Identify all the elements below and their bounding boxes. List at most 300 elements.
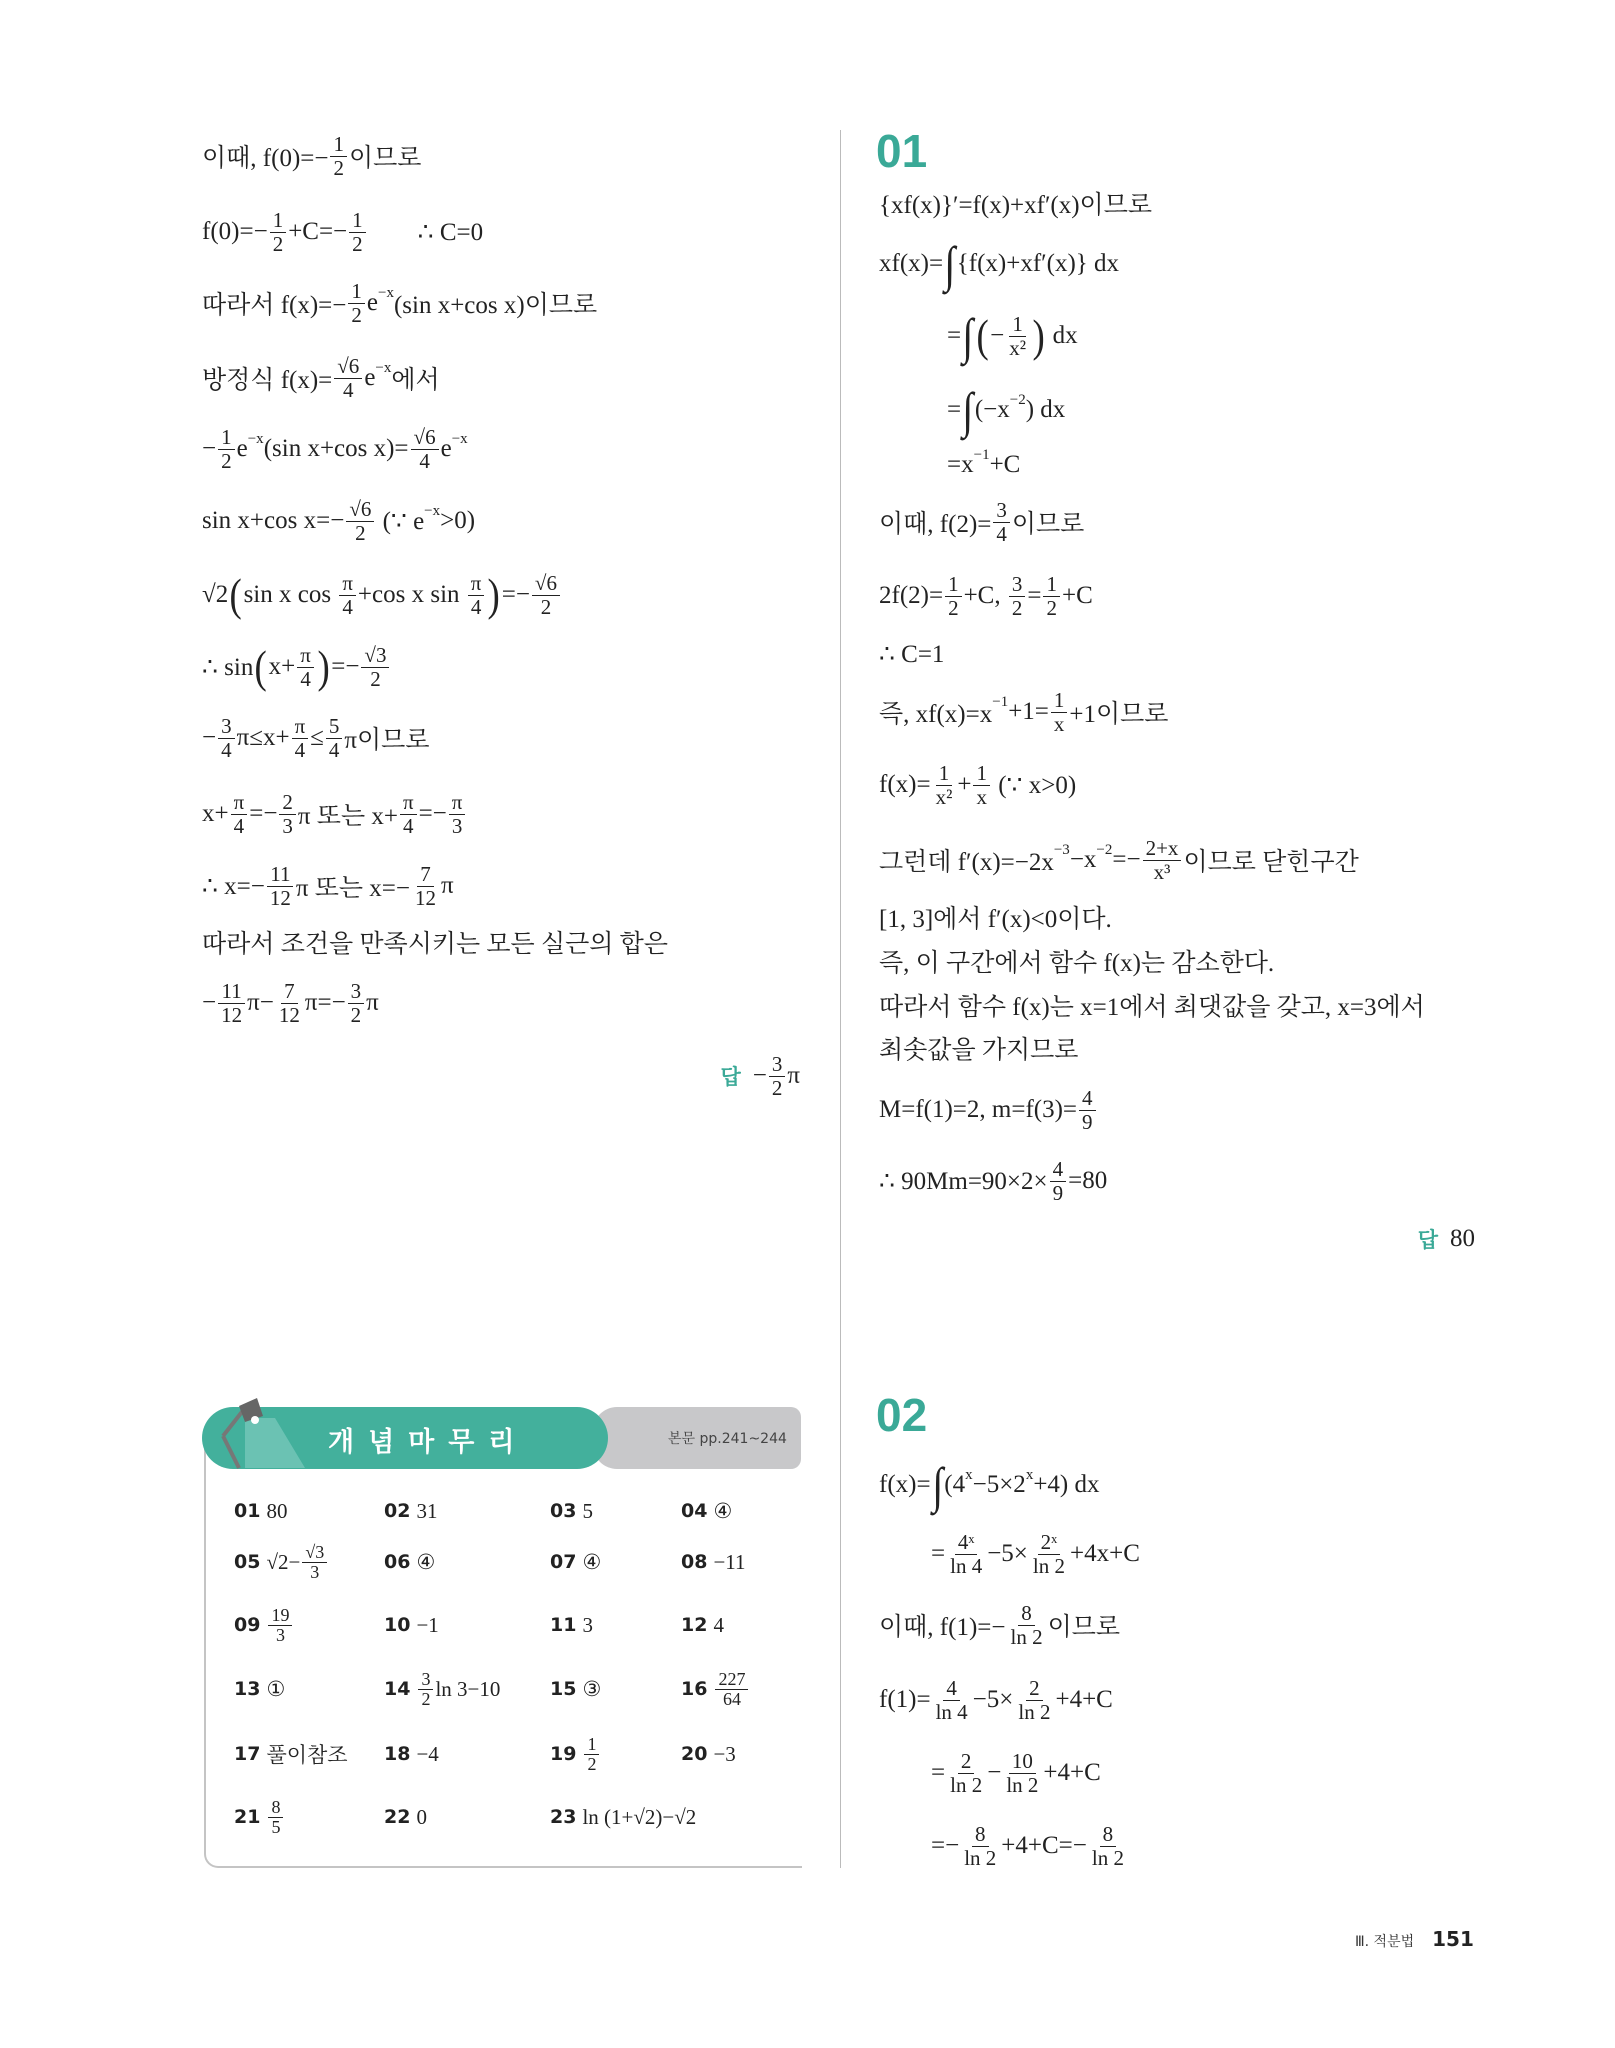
denominator: 4: [470, 594, 482, 619]
math-text: −11: [713, 1549, 746, 1574]
math-text: 4: [713, 1612, 724, 1637]
math-text: ∴ C=1: [879, 641, 945, 668]
math-text: ①: [266, 1676, 286, 1701]
numerator: 8: [268, 1798, 283, 1818]
answer-value: [266, 1499, 287, 1524]
answer-value: [416, 1742, 438, 1767]
numerator: 3: [218, 715, 235, 738]
numerator: 1: [348, 280, 365, 303]
answer-value: [582, 1550, 601, 1575]
superscript: −3: [1053, 841, 1070, 858]
denominator: 2: [1011, 595, 1023, 620]
math-text: −: [752, 1062, 767, 1089]
denominator: x³: [1153, 859, 1171, 884]
fraction: [1015, 1677, 1053, 1722]
denominator: ln 2: [1010, 1624, 1043, 1649]
math-text: =80: [1068, 1167, 1108, 1194]
problem-number: 02: [876, 1389, 928, 1441]
denominator: 4: [343, 377, 354, 402]
answer-value: [582, 1677, 601, 1702]
numerator: 1: [973, 762, 990, 785]
math-text: 최솟값을 가지므로: [879, 1037, 1079, 1064]
fraction: [769, 1053, 786, 1098]
math-text: π 또는 x+: [297, 803, 398, 830]
math-text: ∴ C=0: [367, 219, 484, 246]
denominator: 2: [370, 666, 381, 691]
answer-value: [713, 1742, 735, 1767]
superscript: x: [1025, 1466, 1034, 1483]
math-text: 이때, f(2)=: [879, 511, 992, 538]
answer-number: 11: [550, 1614, 577, 1636]
numerator: 1: [584, 1735, 599, 1755]
denominator: 2: [351, 302, 362, 327]
math-text: f(1)=: [879, 1686, 931, 1713]
math-line: [879, 1455, 1100, 1515]
math-text: +4+C: [1043, 1759, 1101, 1786]
math-text: =−: [931, 1832, 960, 1859]
denominator: x²: [1009, 335, 1027, 360]
answer-item: [384, 1724, 439, 1784]
superscript: −1: [973, 446, 990, 463]
numerator: 2: [279, 791, 296, 814]
fraction: [961, 1823, 999, 1868]
denominator: ln 2: [1018, 1699, 1051, 1724]
denominator: ln 4: [950, 1553, 983, 1578]
math-text: ∴ sin: [202, 654, 254, 681]
answer-item: [550, 1532, 601, 1592]
denominator: 12: [269, 885, 291, 910]
math-line: [947, 306, 1078, 366]
superscript: x: [965, 1466, 973, 1483]
denominator: ln 2: [1091, 1845, 1124, 1870]
denominator: 4: [328, 737, 340, 762]
answer-number: 09: [234, 1614, 261, 1636]
math-text: −5×: [987, 1540, 1028, 1567]
math-line: [202, 856, 454, 916]
math-line: [931, 1816, 1129, 1876]
math-text: 즉, xf(x)=x: [879, 701, 993, 728]
math-text: ④: [582, 1549, 602, 1574]
answer-number: 02: [384, 1500, 411, 1522]
math-text: f(0)=−: [202, 218, 268, 245]
math-text: +4x+C: [1070, 1540, 1140, 1567]
answer-number: 05: [234, 1551, 261, 1573]
fraction: [267, 863, 294, 908]
denominator: x: [976, 784, 987, 809]
answer-number: 17: [234, 1743, 261, 1765]
math-text: 방정식 f(x)=: [202, 367, 333, 394]
math-text: 3: [582, 1612, 593, 1637]
math-line: [879, 682, 1168, 742]
math-text: 즉, 이 구간에서 함수 f(x)는 감소한다.: [879, 950, 1275, 977]
math-text: 2f(2)=: [879, 582, 944, 609]
large-parenthesis: ): [487, 569, 501, 620]
math-text: =−: [249, 800, 278, 827]
answer-item: [234, 1787, 285, 1847]
numerator: 2ˣ: [1038, 1531, 1061, 1554]
math-text: 80: [266, 1498, 288, 1523]
numerator: √6: [411, 426, 439, 449]
math-text: x+: [268, 653, 296, 680]
denominator: 2: [352, 231, 363, 256]
answer: [1418, 1209, 1475, 1269]
math-text: {xf(x)}′=f(x)+xf′(x)이므로: [879, 192, 1153, 219]
fraction: [270, 209, 287, 254]
answer-value: [266, 1677, 285, 1702]
math-text: 따라서 함수 f(x)는 x=1에서 최댓값을 갖고, x=3에서: [879, 994, 1425, 1021]
denominator: 2: [355, 520, 366, 545]
numerator: 4ˣ: [955, 1531, 978, 1554]
math-text: +4+C: [1055, 1686, 1113, 1713]
math-line: [931, 1743, 1101, 1803]
numerator: 1: [270, 209, 287, 232]
numerator: 11: [267, 863, 293, 886]
numerator: 4: [1079, 1087, 1096, 1110]
math-text: √2: [202, 581, 229, 608]
answer-number: 06: [384, 1551, 411, 1573]
answer-value: [416, 1613, 438, 1638]
math-line: [202, 126, 421, 186]
answer-value: [713, 1550, 745, 1575]
denominator: x²: [935, 784, 953, 809]
large-parenthesis: ): [317, 641, 330, 692]
integral-sign: ∫: [962, 308, 974, 364]
numerator: 227: [715, 1670, 748, 1690]
superscript: −x: [375, 359, 392, 376]
numerator: 3: [348, 980, 365, 1003]
math-text: =: [931, 1759, 946, 1786]
numerator: 3: [993, 499, 1010, 522]
math-text: −3: [713, 1741, 736, 1766]
math-line: [202, 708, 429, 768]
numerator: π: [468, 572, 485, 595]
fraction: [349, 209, 366, 254]
answer-value: [266, 1739, 347, 1769]
denominator: ln 2: [964, 1845, 997, 1870]
fraction: [348, 280, 365, 325]
math-text: π: [787, 1062, 800, 1089]
math-text: {f(x)+xf′(x)} dx: [956, 250, 1120, 277]
numerator: 4: [943, 1677, 960, 1700]
math-text: dx: [1046, 322, 1078, 349]
large-parenthesis: (: [976, 310, 989, 361]
answer-item: [384, 1532, 435, 1592]
integral-sign: ∫: [931, 1457, 943, 1513]
answer-value: [416, 1805, 427, 1830]
fraction: [532, 572, 560, 617]
math-text: M=f(1)=2, m=f(3)=: [879, 1096, 1078, 1123]
answer-number: 23: [550, 1806, 577, 1828]
superscript: −x: [424, 502, 441, 519]
numerator: 8: [1100, 1823, 1117, 1846]
math-line: [947, 380, 1065, 440]
denominator: 4: [300, 666, 311, 691]
math-text: (sin x+cos x)=: [263, 435, 409, 462]
math-line: [202, 348, 440, 408]
superscript: −x: [247, 430, 264, 447]
fraction: [348, 980, 365, 1025]
denominator: 12: [414, 885, 436, 910]
answer: [720, 1046, 800, 1106]
denominator: 2: [540, 594, 552, 619]
page-footer: [1355, 1927, 1474, 1951]
denominator: 4: [294, 737, 306, 762]
math-line: [879, 1595, 1120, 1655]
answer-number: 07: [550, 1551, 577, 1573]
fraction: [326, 715, 343, 760]
numerator: 3: [418, 1670, 433, 1690]
numerator: 10: [1009, 1750, 1036, 1773]
fraction: [1043, 573, 1060, 618]
fraction: [1051, 689, 1068, 734]
denominator: 4: [403, 813, 414, 838]
math-text: 이므로: [1011, 511, 1085, 538]
math-text: e: [364, 364, 376, 391]
math-line: [879, 1151, 1107, 1211]
math-text: ∴ x=−: [202, 873, 265, 900]
fraction: [297, 644, 314, 689]
denominator: 2: [421, 1688, 431, 1709]
fraction: [268, 1606, 292, 1645]
fraction: [973, 762, 990, 807]
superscript: −x: [377, 284, 394, 301]
answer-item: [384, 1659, 500, 1719]
numerator: 1: [1043, 573, 1060, 596]
math-text: e: [440, 435, 452, 462]
fraction: [449, 791, 466, 836]
math-text: 이므로: [1047, 1614, 1121, 1641]
math-text: sin x+cos x=−: [202, 507, 345, 534]
math-text: =−: [418, 800, 447, 827]
answer-number: 12: [681, 1614, 708, 1636]
numerator: 1: [1051, 689, 1068, 712]
fraction: [302, 1543, 327, 1582]
math-text: =−: [331, 653, 360, 680]
denominator: 2: [587, 1753, 597, 1774]
numerator: 7: [417, 863, 434, 886]
chapter-label: Ⅲ. 적분법: [1355, 1934, 1415, 1950]
answer-item: [681, 1659, 750, 1719]
fraction: [268, 1798, 283, 1837]
math-text: π: [440, 872, 454, 899]
denominator: 5: [271, 1816, 281, 1837]
math-text: 이므로 닫힌구간: [1183, 849, 1359, 876]
math-text: π: [366, 989, 379, 1016]
denominator: 4: [419, 448, 430, 473]
fraction: [334, 355, 362, 400]
math-text: +1이므로: [1069, 701, 1169, 728]
fraction: [411, 426, 439, 471]
answer-value: [582, 1735, 601, 1774]
fraction: [947, 1750, 985, 1795]
math-line: [202, 912, 668, 972]
column-divider: [840, 130, 841, 1868]
math-line: [879, 234, 1119, 294]
math-line: [879, 1080, 1098, 1140]
answer-item: [550, 1787, 696, 1847]
denominator: 9: [1052, 1180, 1064, 1205]
math-line: [879, 624, 944, 684]
math-text: =−: [1112, 846, 1141, 873]
math-text: f(x)=: [879, 771, 931, 798]
math-text: xf(x)=: [879, 250, 944, 277]
math-text: (4: [944, 1471, 966, 1498]
answer-number: 21: [234, 1806, 261, 1828]
numerator: √6: [532, 572, 560, 595]
answer-item: [234, 1724, 348, 1784]
fraction: [412, 863, 439, 908]
math-text: +1=: [1008, 698, 1049, 725]
denominator: ln 2: [950, 1772, 983, 1797]
math-line: [202, 419, 468, 479]
fraction: [945, 573, 962, 618]
denominator: x: [1053, 711, 1065, 736]
numerator: 1: [945, 573, 962, 596]
answer-number: 08: [681, 1551, 708, 1573]
math-line: [202, 784, 467, 844]
fraction: [1050, 1158, 1067, 1203]
math-text: 따라서 조건을 만족시키는 모든 실근의 합은: [202, 931, 668, 958]
fraction: [1003, 1750, 1041, 1795]
answer-number: 10: [384, 1614, 411, 1636]
numerator: 1: [218, 426, 235, 449]
answer-number: 15: [550, 1678, 577, 1700]
numerator: √6: [346, 498, 374, 521]
fraction: [468, 572, 485, 617]
fraction: [1089, 1823, 1127, 1868]
math-line: [879, 755, 1076, 815]
numerator: √3: [302, 1543, 327, 1563]
math-text: =: [947, 322, 962, 349]
answer-label: 답: [720, 1065, 741, 1089]
answer-number: 16: [681, 1678, 708, 1700]
fraction: [1143, 837, 1182, 882]
math-text: π이므로: [344, 727, 430, 754]
math-text: =: [931, 1540, 946, 1567]
math-line: [202, 202, 483, 262]
denominator: 64: [722, 1688, 741, 1709]
numerator: 2: [1026, 1677, 1043, 1700]
math-text: −: [202, 435, 217, 462]
large-parenthesis: (: [229, 569, 243, 620]
denominator: 12: [278, 1002, 300, 1027]
answer-value: [582, 1499, 593, 1524]
math-text: 그런데 f′(x)=−2x: [879, 849, 1054, 876]
fraction: [346, 498, 374, 543]
answer-item: [681, 1595, 724, 1655]
answer-number: 20: [681, 1743, 708, 1765]
superscript: −2: [1009, 391, 1026, 408]
fraction: [276, 980, 303, 1025]
numerator: π: [400, 791, 417, 814]
fraction: [279, 791, 296, 836]
denominator: 2: [771, 1075, 783, 1100]
answer-value: [416, 1499, 437, 1524]
answer-item: [384, 1595, 439, 1655]
denominator: 3: [310, 1561, 320, 1582]
numerator: 8: [1018, 1602, 1035, 1625]
math-text: +C: [989, 451, 1021, 478]
math-text: >0): [440, 507, 476, 534]
answer-label: 답: [1417, 1228, 1438, 1252]
integral-sign: ∫: [944, 236, 956, 292]
numerator: π: [231, 791, 248, 814]
denominator: 2: [272, 231, 284, 256]
math-text: [1, 3]에서 f′(x)<0이다.: [879, 906, 1112, 933]
denominator: 3: [282, 813, 293, 838]
numerator: 1: [330, 133, 347, 156]
denominator: 4: [996, 521, 1007, 546]
math-text: ln (1+√2)−√2: [582, 1804, 697, 1829]
fraction: [218, 426, 235, 471]
math-text: π−: [247, 989, 274, 1016]
numerator: 1: [349, 209, 366, 232]
denominator: ln 2: [1032, 1553, 1065, 1578]
answer-item: [550, 1659, 601, 1719]
math-text: =x: [947, 451, 974, 478]
fraction: [1030, 1531, 1068, 1576]
numerator: 3: [1009, 573, 1026, 596]
answer-value: [713, 1670, 750, 1709]
answer-number: 01: [234, 1500, 261, 1522]
math-text: ③: [582, 1676, 602, 1701]
fraction: [933, 762, 956, 807]
answer-value: [582, 1805, 696, 1830]
fraction: [361, 644, 389, 689]
math-text: 이므로: [348, 145, 422, 172]
denominator: 12: [221, 1002, 243, 1027]
answer-item: [234, 1659, 285, 1719]
denominator: 2: [221, 448, 232, 473]
fraction: [993, 499, 1010, 544]
answer-value: [1450, 1225, 1475, 1253]
answer-value: [416, 1550, 435, 1575]
numerator: 2: [958, 1750, 975, 1773]
answer-number: 13: [234, 1678, 261, 1700]
answer-number: 14: [384, 1678, 411, 1700]
numerator: √6: [334, 355, 362, 378]
math-text: π 또는 x=−: [295, 875, 410, 902]
denominator: 2: [948, 595, 959, 620]
numerator: π: [339, 572, 356, 595]
math-text: (∵ e: [376, 508, 425, 535]
fraction: [1007, 1602, 1045, 1647]
math-text: (∵ x>0): [991, 772, 1077, 799]
superscript: −x: [451, 430, 468, 447]
numerator: 8: [972, 1823, 989, 1846]
problem-number: 01: [876, 125, 928, 177]
denominator: ln 2: [1006, 1772, 1039, 1797]
answer-value: [582, 1613, 593, 1638]
fraction: [339, 572, 356, 617]
math-text: =: [1027, 582, 1042, 609]
math-text: −1: [416, 1612, 439, 1637]
answer-value: [266, 1543, 329, 1582]
fraction: [1079, 1087, 1096, 1132]
math-text: ④: [713, 1498, 733, 1523]
math-text: +C: [1061, 582, 1093, 609]
math-text: x+: [202, 800, 229, 827]
fraction: [231, 791, 248, 836]
fraction: [418, 1670, 433, 1709]
denominator: 3: [451, 813, 463, 838]
denominator: 2: [350, 1002, 362, 1027]
denominator: 4: [342, 594, 353, 619]
numerator: π: [297, 644, 314, 667]
answer-item: [384, 1787, 427, 1847]
math-text: sin x cos: [243, 581, 338, 608]
numerator: π: [292, 715, 309, 738]
